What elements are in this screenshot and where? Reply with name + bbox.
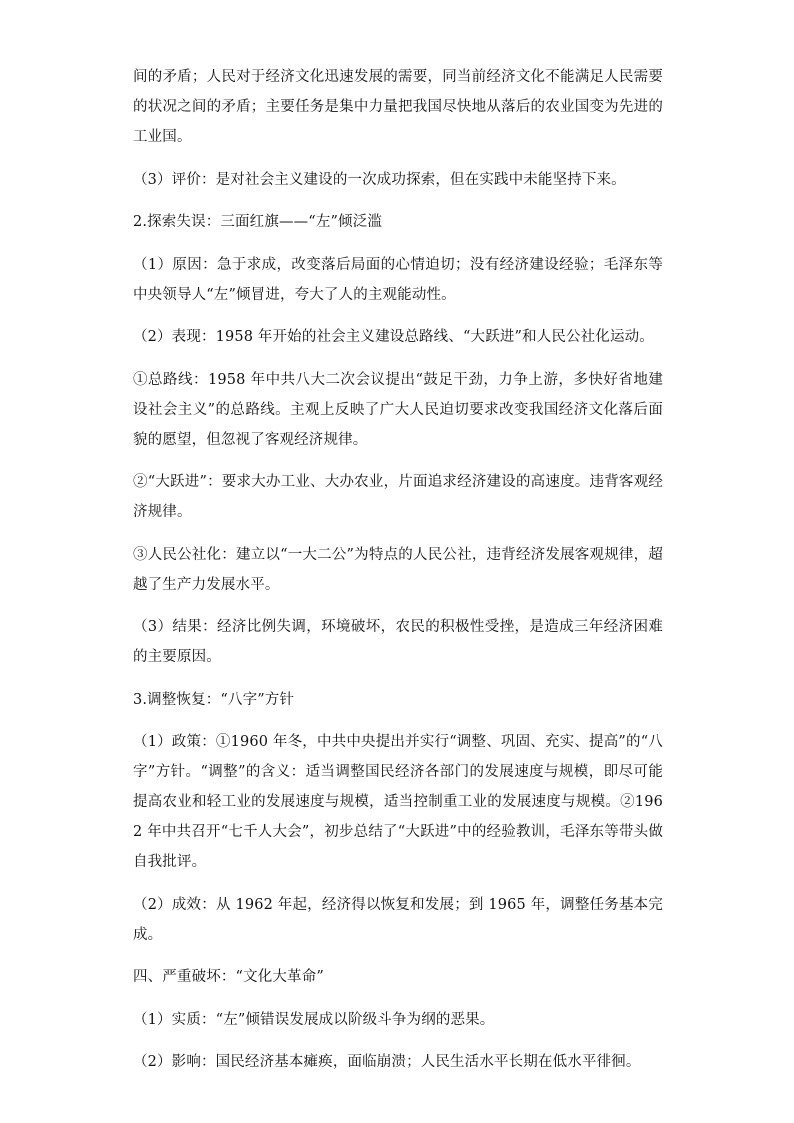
paragraph-effects: （2）成效：从 1962 年起，经济得以恢复和发展；到 1965 年，调整任务基本完成。	[133, 896, 663, 943]
paragraph-policy: （1）政策：①1960 年冬，中共中央提出并实行“调整、巩固、充实、提高”的“八字”方针。“调整”的含义：适当调整国民经济各部门的发展速度与规模，即尽可能提高农业和轻工业的发展速度与规模，适当控制重工业的发展速度与规模。②1962 年中共召开“七千人大会”，初步总结了“大跃进”中的经验教训，毛泽东等带头做自我批评。	[133, 734, 663, 870]
section-heading-adjustment-recovery: 3.调整恢复：“八字”方针	[133, 691, 295, 708]
paragraph-general-line: ①总路线：1958 年中共八大二次会议提出“鼓足干劲，力争上游，多快好省地建设社会主义”的总路线。主观上反映了广大人民迫切要求改变我国经济文化落后面貌的愿望，但忽视了客观经济规律。	[133, 371, 663, 448]
document-body	[133, 62, 663, 1090]
paragraph-evaluation: （3）评价：是对社会主义建设的一次成功探索，但在实践中未能坚持下来。	[133, 171, 626, 188]
paragraph-manifestations: （2）表现：1958 年开始的社会主义建设总路线、“大跃进”和人民公社化运动。	[133, 329, 654, 345]
paragraph-essence: （1）实质：“左”倾错误发展成以阶级斗争为纲的恶果。	[133, 1011, 495, 1028]
paragraph-great-leap-forward: ②“大跃进”：要求大办工业、大办农业，片面追求经济建设的高速度。违背客观经济规律。	[133, 474, 663, 520]
paragraph-results: （3）结果：经济比例失调，环境破坏，农民的积极性受挫，是造成三年经济困难的主要原因。	[133, 619, 663, 665]
section-heading-cultural-revolution: 四、严重破坏：“文化大革命”	[133, 969, 324, 985]
section-heading-exploration-mistakes: 2.探索失误：三面红旗——“左”倾泛滥	[133, 214, 383, 230]
paragraph-impact: （2）影响：国民经济基本瘫痪，面临崩溃；人民生活水平长期在低水平徘徊。	[133, 1054, 641, 1070]
paragraph-contradiction-continuation: 间的矛盾；人民对于经济文化迅速发展的需要，同当前经济文化不能满足人民需要的状况之间的矛盾；主要任务是集中力量把我国尽快地从落后的农业国变为先进的工业国。	[133, 69, 663, 145]
paragraph-peoples-communes: ③人民公社化：建立以“一大二公”为特点的人民公社，违背经济发展客观规律，超越了生产力发展水平。	[133, 546, 663, 593]
paragraph-causes: （1）原因：急于求成，改变落后局面的心情迫切；没有经济建设经验；毛泽东等中央领导人“左”倾冒进，夸大了人的主观能动性。	[133, 256, 663, 303]
